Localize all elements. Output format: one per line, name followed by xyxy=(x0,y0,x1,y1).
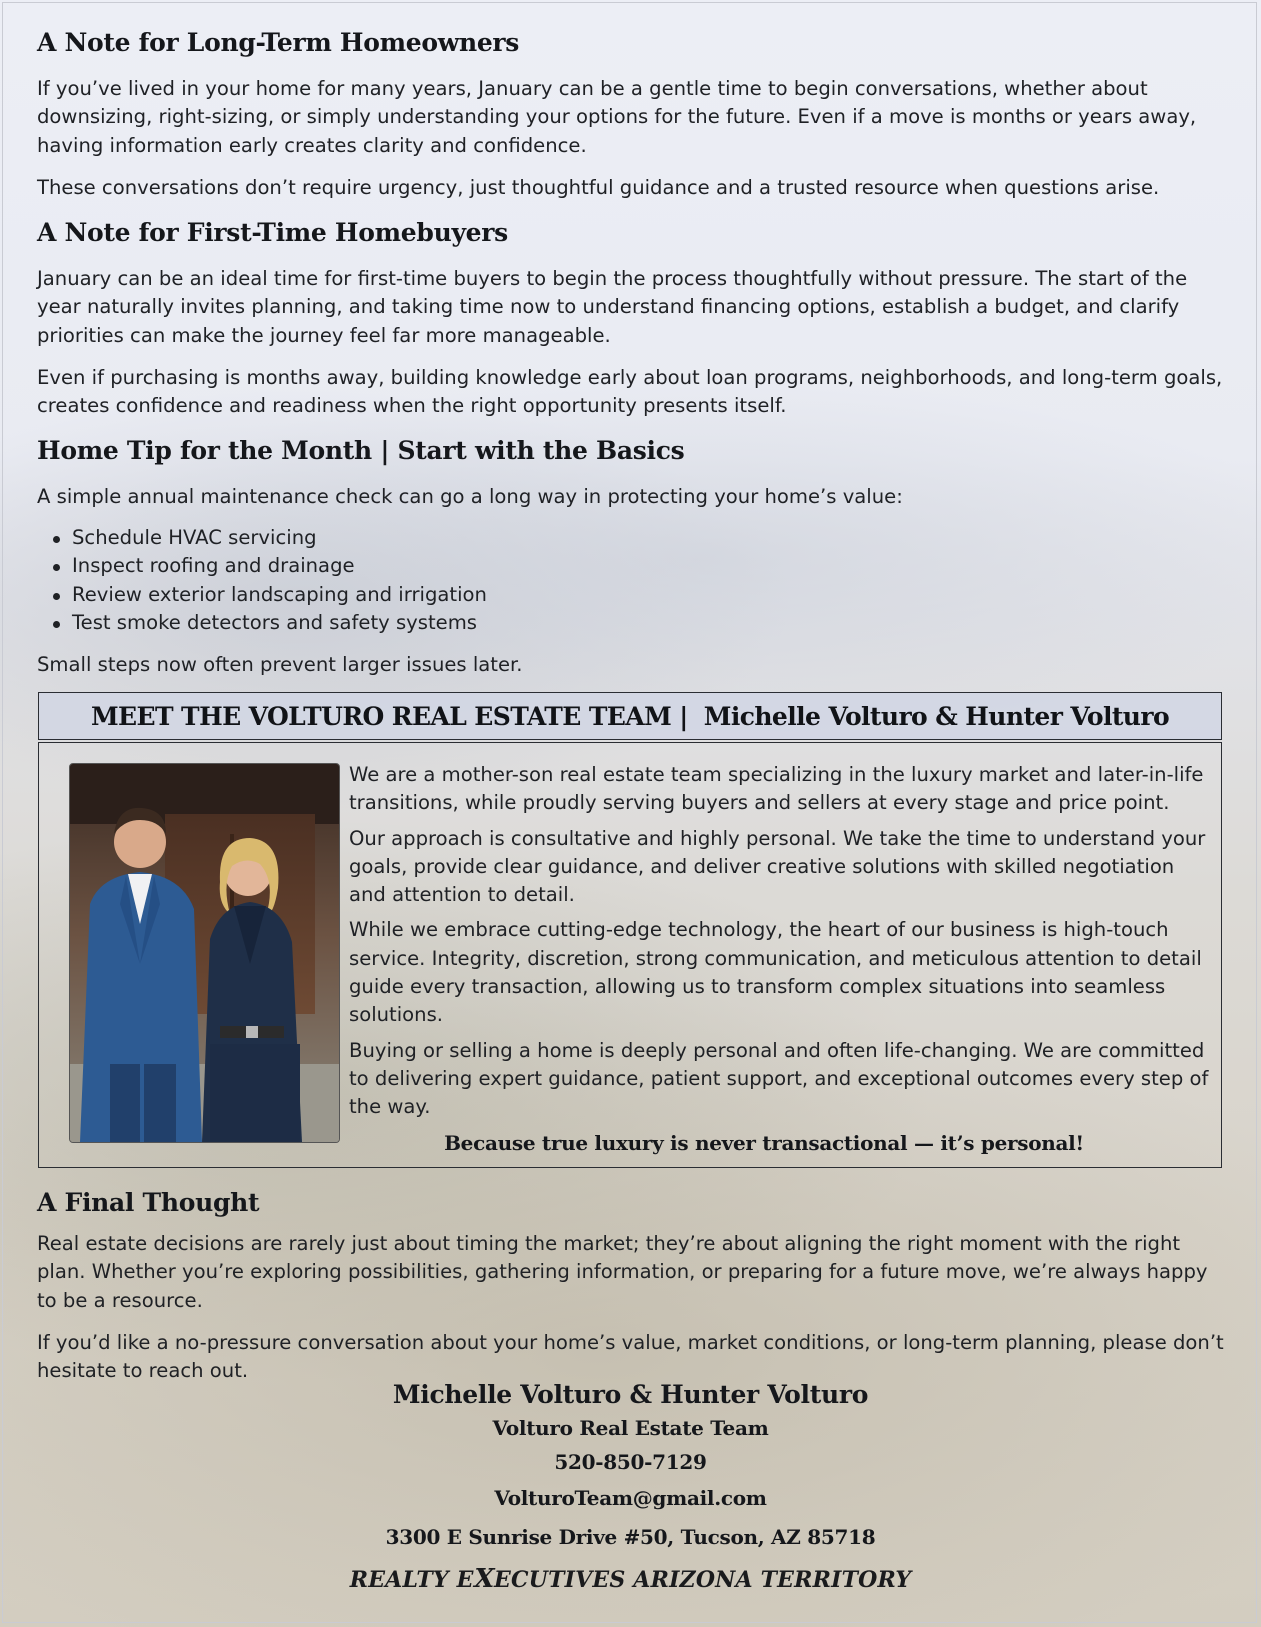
long-term-paragraph-1: If you’ve lived in your home for many years, January can be a gentle time to begin conversations, whether about downsizing, right-sizing, or simply understanding your options for the future. Even if a move is months or years away, having information early creates clarity and confidence. xyxy=(37,77,1197,157)
team-paragraph-2: Our approach is consultative and highly personal. We take the time to understand your goals, provide clear guidance, and deliver creative solutions with skilled negotiation and attention to detail. xyxy=(349,826,1206,907)
long-term-paragraph-2: These conversations don’t require urgency, just thoughtful guidance and a trusted resource when questions arise. xyxy=(37,176,1160,199)
signature-team: Volturo Real Estate Team xyxy=(492,1416,769,1440)
long-term-heading: A Note for Long-Term Homeowners xyxy=(37,28,520,57)
signature-email[interactable]: VolturoTeam@gmail.com xyxy=(494,1486,767,1510)
team-paragraph-1: We are a mother-son real estate team specializing in the luxury market and later-in-life transitions, while proudly serving buyers and sellers at every stage and price point. xyxy=(349,763,1204,815)
list-item: Test smoke detectors and safety systems xyxy=(48,609,487,637)
brokerage-logo xyxy=(0,1564,1261,1594)
signature-phone[interactable]: 520-850-7129 xyxy=(554,1450,707,1474)
team-photo xyxy=(69,763,340,1143)
final-thought-heading: A Final Thought xyxy=(37,1188,260,1217)
team-section-box xyxy=(38,742,1222,1168)
final-thought-paragraph-1: Real estate decisions are rarely just about timing the market; they’re about aligning the right moment with the right plan. Whether you’re exploring possibilities, gathering information, or preparing for a future move, we’re always happy to be a resource. xyxy=(37,1232,1208,1312)
signature-names: Michelle Volturo & Hunter Volturo xyxy=(392,1380,869,1409)
first-time-paragraph-1: January can be an ideal time for first-time buyers to begin the process thoughtfully without pressure. The start of the year naturally invites planning, and taking time now to understand financing options, establish a budget, and clarify priorities can make the journey feel far more manageable. xyxy=(37,267,1188,347)
brand-text-1: REALTY E xyxy=(349,1567,474,1593)
first-time-paragraph-2: Even if purchasing is months away, building knowledge early about loan programs, neighborhoods, and long-term goals, creates confidence and readiness when the right opportunity presents itself. xyxy=(37,366,1223,418)
signature-address: 3300 E Sunrise Drive #50, Tucson, AZ 85718 xyxy=(385,1525,876,1549)
maintenance-list xyxy=(48,524,487,637)
home-tip-heading: Home Tip for the Month | Start with the Basics xyxy=(37,436,685,465)
team-title-names: Michelle Volturo & Hunter Volturo xyxy=(703,701,1170,731)
team-photo-illustration xyxy=(70,764,339,1142)
team-description xyxy=(349,761,1209,1129)
home-tip-closing: Small steps now often prevent larger issues later. xyxy=(37,653,523,676)
team-paragraph-4: Buying or selling a home is deeply personal and often life-changing. We are committed to delivering expert guidance, patient support, and exceptional outcomes every step of the way. xyxy=(349,1038,1209,1119)
team-paragraph-3: While we embrace cutting-edge technology, the heart of our business is high-touch service. Integrity, discretion, strong communication, and meticulous attention to detail guide every transaction, allowing us to transform complex situations into seamless solutions. xyxy=(349,918,1202,1027)
brand-text-2: ECUTIVES ARIZONA TERRITORY xyxy=(494,1567,912,1593)
final-thought-paragraph-2: If you’d like a no-pressure conversation about your home’s value, market conditions, or long-term planning, please don’t hesitate to reach out. xyxy=(37,1331,1224,1383)
home-tip-intro: A simple annual maintenance check can go a long way in protecting your home’s value: xyxy=(37,485,903,508)
first-time-heading: A Note for First-Time Homebuyers xyxy=(37,218,508,247)
list-item: Review exterior landscaping and irrigation xyxy=(48,581,487,609)
brand-x-mark: X xyxy=(470,1564,498,1594)
team-section-title xyxy=(38,692,1222,740)
list-item: Inspect roofing and drainage xyxy=(48,552,487,580)
list-item: Schedule HVAC servicing xyxy=(48,524,487,552)
team-title-left: MEET THE VOLTURO REAL ESTATE TEAM | xyxy=(90,701,688,731)
team-tagline: Because true luxury is never transactional — it’s personal! xyxy=(444,1131,1084,1155)
